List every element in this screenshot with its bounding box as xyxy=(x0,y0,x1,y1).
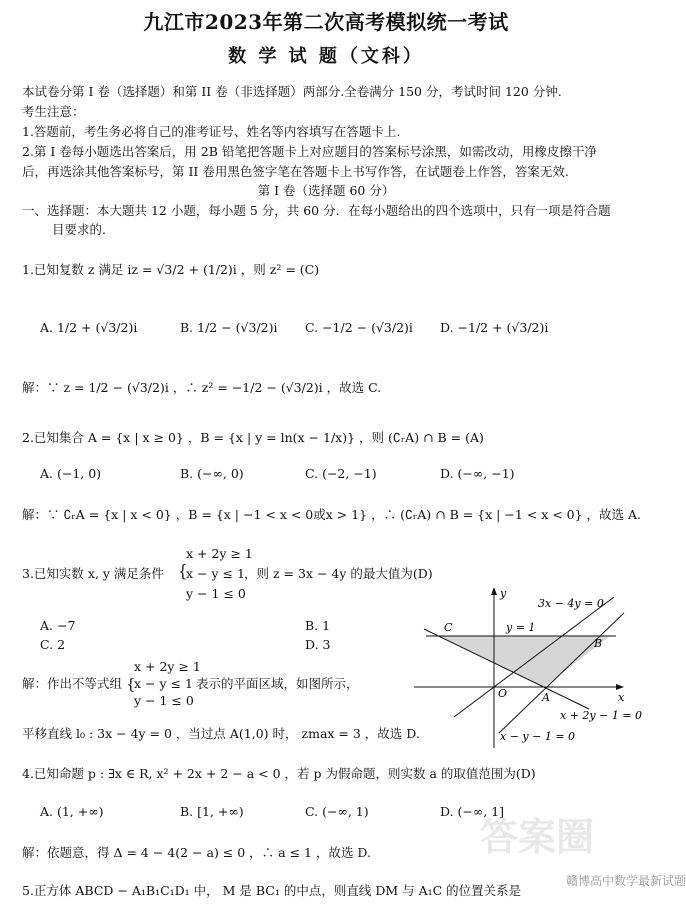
q3-solution-post: 表示的平面区域，如图所示， xyxy=(196,676,359,691)
q1-solution: 解：∵ z = 1/2 − (√3/2)i ，∴ z² = −1/2 − (√3/2)i ，故选 C. xyxy=(22,380,382,395)
q3-solution-system-2: x − y ≤ 1 xyxy=(134,676,193,691)
x-axis-arrow xyxy=(616,684,624,690)
q1-option-b: B. 1/2 − (√3/2)i xyxy=(180,320,278,335)
question-1-stem: 1.已知复数 z 满足 iz = √3/2 + (1/2)i ，则 z² = (C) xyxy=(22,262,320,277)
q3-system-3: y − 1 ≤ 0 xyxy=(186,586,246,601)
question-4-stem: 4.已知命题 p : ∃x ∈ R, x² + 2x + 2 − a < 0 ，若 p 为假命题，则实数 a 的取值范围为(D) xyxy=(22,766,536,781)
exam-title: 九江市2023年第二次高考模拟统一考试 xyxy=(143,10,509,34)
q2-option-b: B. (−∞, 0) xyxy=(180,466,244,481)
q3-system-1: x + 2y ≥ 1 xyxy=(186,546,253,561)
q3-brace: { xyxy=(178,561,188,581)
q3-solution-system-3: y − 1 ≤ 0 xyxy=(134,693,194,708)
label-objective-line: 3x − 4y = 0 xyxy=(538,597,604,610)
label-x-axis: x xyxy=(618,691,625,704)
q2-option-c: C. (−2, −1) xyxy=(305,466,377,481)
note-1: 1.答题前，考生务必将自己的准考证号、姓名等内容填写在答题卡上. xyxy=(22,124,401,139)
label-point-b: B xyxy=(594,637,603,650)
section-instructions-cont: 目要求的. xyxy=(52,222,106,237)
watermark-text: 赣博高中数学最新试题 xyxy=(566,874,686,888)
q4-option-b: B. [1, +∞) xyxy=(180,804,244,819)
q3-option-d: D. 3 xyxy=(305,637,331,652)
q2-option-a: A. (−1, 0) xyxy=(40,466,102,481)
label-line-x-minus-y: x − y − 1 = 0 xyxy=(500,730,576,743)
y-axis-arrow xyxy=(491,587,497,595)
notes-heading: 考生注意： xyxy=(22,104,85,119)
q1-option-c: C. −1/2 − (√3/2)i xyxy=(305,320,413,335)
intro-line: 本试卷分第 I 卷（选择题）和第 II 卷（非选择题）两部分.全卷满分 150 分，考试时间 120 分钟. xyxy=(22,84,562,99)
section-instructions: 一、选择题：本大题共 12 小题，每小题 5 分，共 60 分．在每小题给出的四个选项中，只有一项是符合题 xyxy=(22,203,611,218)
label-point-c: C xyxy=(444,621,453,634)
q4-option-c: C. (−∞, 1) xyxy=(305,804,369,819)
q3-solution-brace: { xyxy=(126,675,136,693)
q4-solution: 解：依题意，得 Δ = 4 − 4(2 − a) ≤ 0 ，∴ a ≤ 1 ，故选 D. xyxy=(22,845,371,860)
q3-feasible-region-figure xyxy=(404,583,644,753)
label-line-x-plus-2y: x + 2y − 1 = 0 xyxy=(560,709,643,722)
q3-system-2: x − y ≤ 1 xyxy=(186,566,245,581)
exam-subtitle: 数 学 试 题（文科） xyxy=(228,46,424,67)
q3-solution-line2: 平移直线 l₀ : 3x − 4y = 0 ，当过点 A(1,0) 时， zmax = 3 ，故选 D. xyxy=(22,726,420,741)
q3-solution-system-1: x + 2y ≥ 1 xyxy=(134,659,201,674)
label-y-equals-1: y = 1 xyxy=(506,621,536,634)
question-3-stem-pre: 3.已知实数 x, y 满足条件 xyxy=(22,566,164,581)
q3-option-c: C. 2 xyxy=(40,637,66,652)
feasible-region xyxy=(438,636,610,687)
question-5-stem: 5.正方体 ABCD − A₁B₁C₁D₁ 中， M 是 BC₁ 的中点，则直线 DM 与 A₁C 的位置关系是 xyxy=(22,883,522,898)
q4-option-a: A. (1, +∞) xyxy=(40,804,104,819)
q4-option-d: D. (−∞, 1] xyxy=(440,804,505,819)
question-3-stem-post: ，则 z = 3x − 4y 的最大值为(D) xyxy=(244,566,433,581)
watermark-logo: 答案圈 xyxy=(480,815,595,859)
section-title: 第 I 卷（选择题 60 分） xyxy=(257,183,395,198)
q3-option-b: B. 1 xyxy=(305,618,331,633)
q3-solution-pre: 解：作出不等式组 xyxy=(22,676,123,691)
q1-option-d: D. −1/2 + (√3/2)i xyxy=(440,320,549,335)
q3-option-a: A. −7 xyxy=(40,618,76,633)
note-2a: 2.第 I 卷每小题选出答案后，用 2B 铅笔把答题卡上对应题目的答案标号涂黑，如需改动，用橡皮擦干净 xyxy=(22,144,597,159)
label-point-a: A xyxy=(542,691,550,704)
question-2-stem: 2.已知集合 A = {x | x ≥ 0} ，B = {x | y = ln(x − 1/x)} ，则 (∁ᵣA) ∩ B = (A) xyxy=(22,430,484,445)
label-y-axis: y xyxy=(500,587,507,600)
q2-option-d: D. (−∞, −1) xyxy=(440,466,515,481)
note-2b: 后，再选涂其他答案标号，第 II 卷用黑色签字笔在答题卡上书写作答，在试题卷上作答，答案无效. xyxy=(22,164,569,179)
q1-option-a: A. 1/2 + (√3/2)i xyxy=(40,320,138,335)
q2-solution: 解：∵ ∁ᵣA = {x | x < 0} ，B = {x | −1 < x < 0或x > 1} ，∴ (∁ᵣA) ∩ B = {x | −1 < x < 0} ，故选 A. xyxy=(22,507,642,522)
label-origin: O xyxy=(498,687,508,700)
